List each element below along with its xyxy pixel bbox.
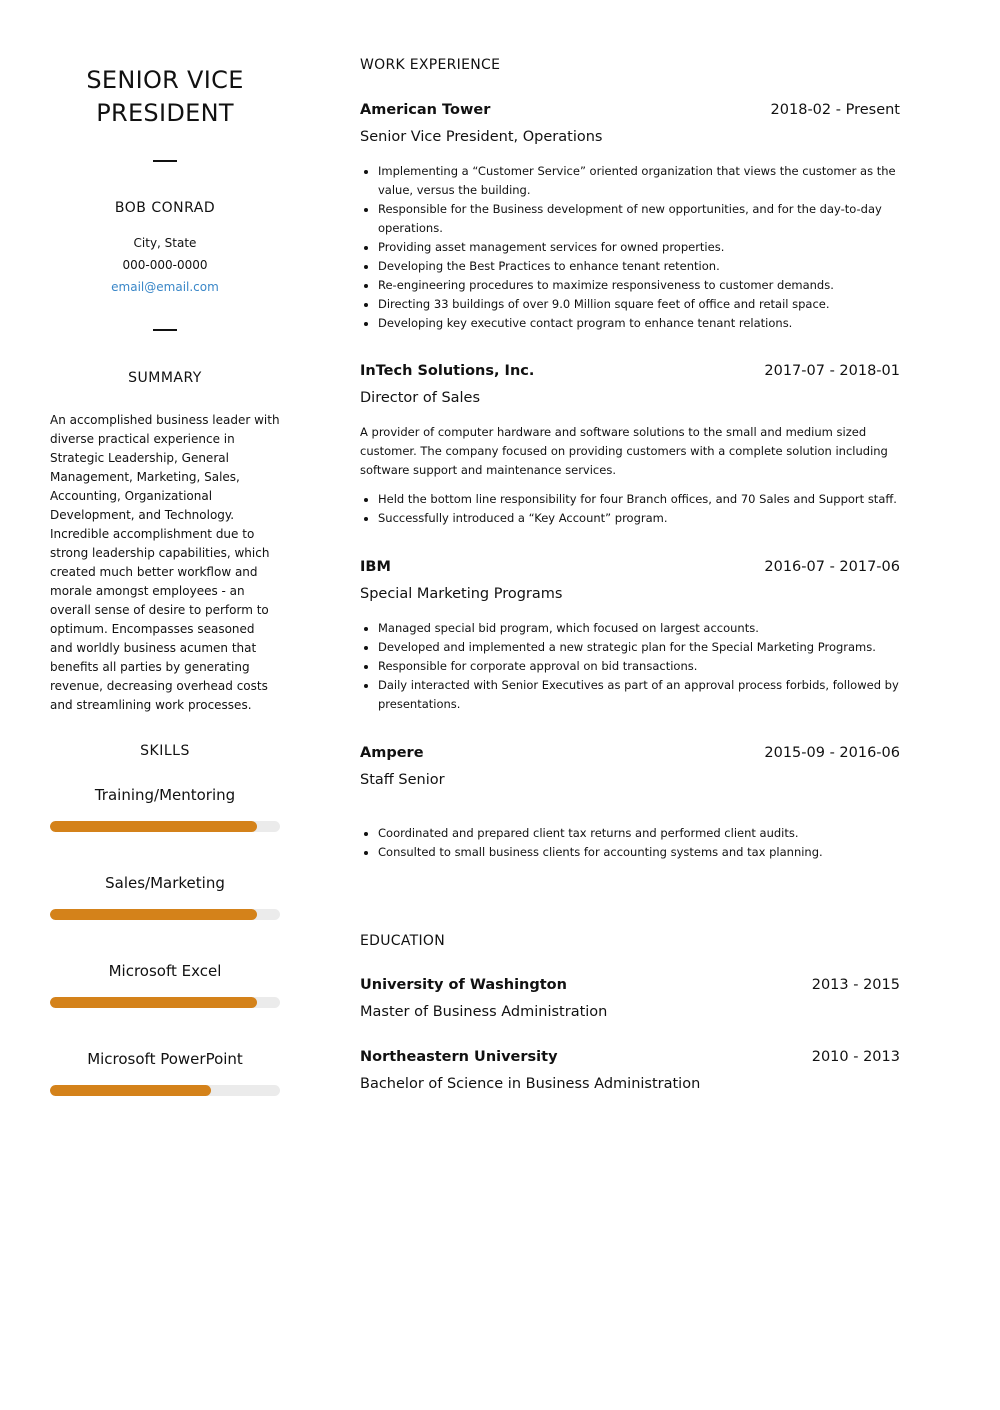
job-bullets bbox=[360, 490, 900, 528]
job-entry bbox=[360, 745, 900, 862]
education-dates: 2013 - 2015 bbox=[811, 977, 900, 993]
job-title: Director of Sales bbox=[360, 390, 481, 406]
skill-bar-fill bbox=[50, 997, 257, 1008]
education-dates: 2010 - 2013 bbox=[811, 1049, 900, 1065]
job-bullets bbox=[360, 162, 900, 333]
skills-list bbox=[50, 785, 280, 1096]
list-item: • Responsible for the Business development of new opportunities, and for the day-to-day operations. bbox=[378, 200, 900, 238]
company-name: Ampere bbox=[360, 745, 424, 761]
list-item: • Successfully introduced a “Key Account” program. bbox=[378, 509, 900, 528]
skill-label: Microsoft Excel bbox=[108, 962, 222, 980]
skills-heading: SKILLS bbox=[140, 743, 190, 759]
location: City, State bbox=[133, 236, 197, 250]
job-entry bbox=[360, 102, 900, 333]
company-name: IBM bbox=[360, 559, 391, 575]
company-name: InTech Solutions, Inc. bbox=[360, 363, 535, 379]
job-bullets bbox=[360, 619, 900, 714]
job-entry bbox=[360, 559, 900, 714]
skill-label: Microsoft PowerPoint bbox=[87, 1050, 243, 1068]
job-bullets bbox=[360, 824, 900, 862]
phone: 000-000-0000 bbox=[122, 258, 208, 272]
school-name: University of Washington bbox=[360, 977, 567, 993]
job-title: Senior Vice President, Operations bbox=[360, 129, 603, 145]
skill-item bbox=[50, 1049, 280, 1096]
degree: Master of Business Administration bbox=[360, 1004, 608, 1020]
skill-bar-fill bbox=[50, 1085, 211, 1096]
job-description: A provider of computer hardware and software solutions to the small and medium sized customer. The company focused on providing customers with a complete solution including software support and maintenance services. bbox=[360, 425, 888, 477]
company-name: American Tower bbox=[360, 102, 491, 118]
skill-bar-fill bbox=[50, 821, 257, 832]
skill-bar bbox=[50, 1085, 280, 1096]
contact-block bbox=[50, 232, 280, 298]
list-item: • Developing key executive contact program to enhance tenant relations. bbox=[378, 314, 900, 333]
job-dates: 2017-07 - 2018-01 bbox=[764, 363, 900, 379]
candidate-name: BOB CONRAD bbox=[114, 200, 216, 216]
list-item: • Directing 33 buildings of over 9.0 Million square feet of office and retail space. bbox=[378, 295, 900, 314]
skill-item bbox=[50, 785, 280, 832]
work-experience-heading: WORK EXPERIENCE bbox=[360, 57, 501, 73]
summary-text: An accomplished business leader with diverse practical experience in Strategic Leadership, General Management, Marketing, Sales, Accounting, Organizational Development, and Technology. Incredible accomplishment due to strong leadership capabilities, which created much better workflow and morale amongst employees - an overall sense of desire to perform to optimum. Encompasses seasoned and worldly business acumen that benefits all parties by generating revenue, decreasing overhead costs and streamlining work processes. bbox=[50, 413, 280, 712]
list-item: • Consulted to small business clients for accounting systems and tax planning. bbox=[378, 843, 900, 862]
list-item: • Providing asset management services for owned properties. bbox=[378, 238, 900, 257]
list-item: • Held the bottom line responsibility for four Branch offices, and 70 Sales and Support staff. bbox=[378, 490, 900, 509]
skill-item bbox=[50, 873, 280, 920]
email-link[interactable]: email@email.com bbox=[111, 280, 219, 294]
list-item: • Responsible for corporate approval on bid transactions. bbox=[378, 657, 900, 676]
education-entry bbox=[360, 977, 900, 1023]
job-dates: 2015-09 - 2016-06 bbox=[764, 745, 900, 761]
education-heading: EDUCATION bbox=[360, 933, 446, 949]
list-item: • Implementing a “Customer Service” oriented organization that views the customer as the value, versus the building. bbox=[378, 162, 900, 200]
skill-label: Sales/Marketing bbox=[105, 874, 225, 892]
education-entry bbox=[360, 1049, 900, 1095]
skill-bar bbox=[50, 821, 280, 832]
list-item: • Developing the Best Practices to enhance tenant retention. bbox=[378, 257, 900, 276]
list-item: • Developed and implemented a new strategic plan for the Special Marketing Programs. bbox=[378, 638, 900, 657]
divider bbox=[153, 160, 177, 162]
list-item: • Coordinated and prepared client tax returns and performed client audits. bbox=[378, 824, 900, 843]
job-dates: 2016-07 - 2017-06 bbox=[764, 559, 900, 575]
divider bbox=[153, 329, 177, 331]
skill-bar bbox=[50, 909, 280, 920]
job-dates: 2018-02 - Present bbox=[770, 102, 900, 118]
list-item: • Daily interacted with Senior Executives as part of an approval process forbids, followed by presentations. bbox=[378, 676, 900, 714]
job-entry bbox=[360, 363, 900, 528]
skill-bar bbox=[50, 997, 280, 1008]
school-name: Northeastern University bbox=[360, 1049, 558, 1065]
degree: Bachelor of Science in Business Administration bbox=[360, 1076, 701, 1092]
sidebar bbox=[50, 64, 280, 1096]
skill-item bbox=[50, 961, 280, 1008]
headline: SENIOR VICE PRESIDENT bbox=[86, 66, 244, 127]
job-title: Staff Senior bbox=[360, 772, 445, 788]
skill-label: Training/Mentoring bbox=[94, 786, 236, 804]
list-item: • Re-engineering procedures to maximize responsiveness to customer demands. bbox=[378, 276, 900, 295]
summary-heading: SUMMARY bbox=[128, 370, 202, 386]
job-title: Special Marketing Programs bbox=[360, 586, 563, 602]
skill-bar-fill bbox=[50, 909, 257, 920]
list-item: • Managed special bid program, which focused on largest accounts. bbox=[378, 619, 900, 638]
